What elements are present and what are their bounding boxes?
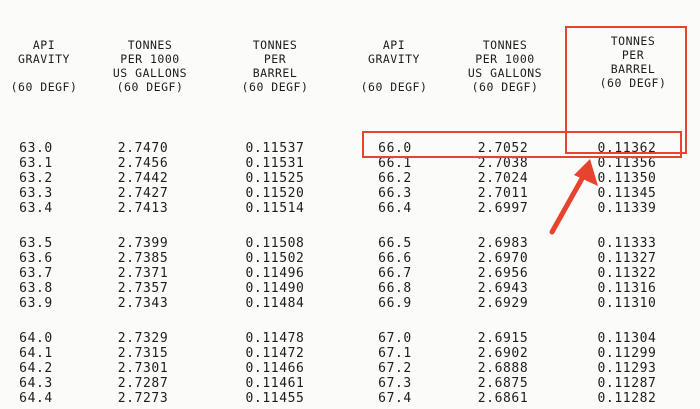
tonnes-per-1000-cell: 2.7357 bbox=[117, 281, 169, 296]
tonnes-per-1000-cell: 2.6902 bbox=[477, 346, 529, 361]
tonnes-per-1000-cell: 2.7273 bbox=[117, 391, 169, 406]
tonnes-per-1000-cell: 2.6997 bbox=[477, 201, 529, 216]
tonnes-per-1000-cell: 2.6970 bbox=[477, 251, 529, 266]
tonnes-per-barrel-cell: 0.11299 bbox=[597, 346, 657, 361]
tonnes-per-barrel-cell: 0.11496 bbox=[245, 266, 305, 281]
tonnes-per-1000-cell: 2.6875 bbox=[477, 376, 529, 391]
tonnes-per-1000-cell: 2.7038 bbox=[477, 156, 529, 171]
tonnes-per-barrel-cell: 0.11333 bbox=[597, 236, 657, 251]
tonnes-per-barrel-cell: 0.11472 bbox=[245, 346, 305, 361]
api-gravity-cell: 63.3 bbox=[19, 186, 53, 201]
api-gravity-cell: 63.6 bbox=[19, 251, 53, 266]
api-gravity-cell: 64.2 bbox=[19, 361, 53, 376]
tonnes-per-1000-cell: 2.7413 bbox=[117, 201, 169, 216]
tonnes-per-1000-cell: 2.7301 bbox=[117, 361, 169, 376]
tonnes-per-barrel-cell: 0.11339 bbox=[597, 201, 657, 216]
api-gravity-cell: 66.7 bbox=[378, 266, 412, 281]
header-tonnes-per-barrel-right: TONNES PER BARREL (60 DEGF) bbox=[599, 34, 667, 90]
api-gravity-cell: 66.3 bbox=[378, 186, 412, 201]
api-gravity-cell: 63.5 bbox=[19, 236, 53, 251]
tonnes-per-barrel-cell: 0.11287 bbox=[597, 376, 657, 391]
tonnes-per-1000-cell: 2.7385 bbox=[117, 251, 169, 266]
tonnes-per-1000-cell: 2.7011 bbox=[477, 186, 529, 201]
tonnes-per-barrel-cell: 0.11322 bbox=[597, 266, 657, 281]
tonnes-per-barrel-cell: 0.11282 bbox=[597, 391, 657, 406]
header-tonnes-per-barrel-left: TONNES PER BARREL (60 DEGF) bbox=[241, 38, 309, 94]
api-gravity-cell: 67.1 bbox=[378, 346, 412, 361]
tonnes-per-1000-cell: 2.7399 bbox=[117, 236, 169, 251]
tonnes-per-barrel-cell: 0.11461 bbox=[245, 376, 305, 391]
tonnes-per-1000-cell: 2.6888 bbox=[477, 361, 529, 376]
header-api-gravity-left: API GRAVITY (60 DEGF) bbox=[10, 38, 78, 94]
tonnes-per-barrel-cell: 0.11514 bbox=[245, 201, 305, 216]
api-gravity-cell: 66.2 bbox=[378, 171, 412, 186]
api-gravity-cell: 66.8 bbox=[378, 281, 412, 296]
tonnes-per-barrel-cell: 0.11525 bbox=[245, 171, 305, 186]
header-api-gravity-right: API GRAVITY (60 DEGF) bbox=[360, 38, 428, 94]
api-gravity-cell: 66.0 bbox=[378, 141, 412, 156]
api-gravity-cell: 66.1 bbox=[378, 156, 412, 171]
tonnes-per-1000-cell: 2.7371 bbox=[117, 266, 169, 281]
tonnes-per-barrel-cell: 0.11310 bbox=[597, 296, 657, 311]
api-gravity-cell: 67.2 bbox=[378, 361, 412, 376]
api-gravity-cell: 63.2 bbox=[19, 171, 53, 186]
api-gravity-cell: 63.9 bbox=[19, 296, 53, 311]
api-gravity-cell: 63.4 bbox=[19, 201, 53, 216]
api-gravity-cell: 66.6 bbox=[378, 251, 412, 266]
api-gravity-cell: 63.8 bbox=[19, 281, 53, 296]
tonnes-per-1000-cell: 2.7343 bbox=[117, 296, 169, 311]
tonnes-per-barrel-cell: 0.11293 bbox=[597, 361, 657, 376]
tonnes-per-1000-cell: 2.6861 bbox=[477, 391, 529, 406]
header-tonnes-per-1000-right: TONNES PER 1000 US GALLONS (60 DEGF) bbox=[467, 38, 543, 94]
tonnes-per-1000-cell: 2.7329 bbox=[117, 331, 169, 346]
api-gravity-cell: 66.4 bbox=[378, 201, 412, 216]
api-gravity-cell: 63.7 bbox=[19, 266, 53, 281]
tonnes-per-1000-cell: 2.7315 bbox=[117, 346, 169, 361]
api-gravity-cell: 67.3 bbox=[378, 376, 412, 391]
tonnes-per-1000-cell: 2.7456 bbox=[117, 156, 169, 171]
api-gravity-cell: 67.0 bbox=[378, 331, 412, 346]
tonnes-per-barrel-cell: 0.11316 bbox=[597, 281, 657, 296]
tonnes-per-1000-cell: 2.6915 bbox=[477, 331, 529, 346]
tonnes-per-barrel-cell: 0.11466 bbox=[245, 361, 305, 376]
tonnes-per-1000-cell: 2.6929 bbox=[477, 296, 529, 311]
api-gravity-cell: 63.0 bbox=[19, 141, 53, 156]
tonnes-per-barrel-cell: 0.11520 bbox=[245, 186, 305, 201]
tonnes-per-1000-cell: 2.7427 bbox=[117, 186, 169, 201]
tonnes-per-barrel-cell: 0.11490 bbox=[245, 281, 305, 296]
tonnes-per-barrel-cell: 0.11356 bbox=[597, 156, 657, 171]
api-gravity-cell: 64.1 bbox=[19, 346, 53, 361]
tonnes-per-barrel-cell: 0.11478 bbox=[245, 331, 305, 346]
tonnes-per-barrel-cell: 0.11484 bbox=[245, 296, 305, 311]
tonnes-per-1000-cell: 2.6983 bbox=[477, 236, 529, 251]
api-gravity-cell: 64.0 bbox=[19, 331, 53, 346]
tonnes-per-barrel-cell: 0.11531 bbox=[245, 156, 305, 171]
tonnes-per-1000-cell: 2.7024 bbox=[477, 171, 529, 186]
tonnes-per-barrel-cell: 0.11304 bbox=[597, 331, 657, 346]
tonnes-per-barrel-cell: 0.11508 bbox=[245, 236, 305, 251]
tonnes-per-barrel-cell: 0.11455 bbox=[245, 391, 305, 406]
header-tonnes-per-1000-left: TONNES PER 1000 US GALLONS (60 DEGF) bbox=[112, 38, 188, 94]
api-gravity-cell: 63.1 bbox=[19, 156, 53, 171]
api-gravity-cell: 64.4 bbox=[19, 391, 53, 406]
tonnes-per-1000-cell: 2.7052 bbox=[477, 141, 529, 156]
api-gravity-cell: 66.9 bbox=[378, 296, 412, 311]
tonnes-per-barrel-cell: 0.11345 bbox=[597, 186, 657, 201]
tonnes-per-barrel-cell: 0.11362 bbox=[597, 141, 657, 156]
tonnes-per-1000-cell: 2.7442 bbox=[117, 171, 169, 186]
tonnes-per-barrel-cell: 0.11537 bbox=[245, 141, 305, 156]
api-gravity-cell: 64.3 bbox=[19, 376, 53, 391]
tonnes-per-1000-cell: 2.7470 bbox=[117, 141, 169, 156]
tonnes-per-1000-cell: 2.6943 bbox=[477, 281, 529, 296]
api-gravity-cell: 67.4 bbox=[378, 391, 412, 406]
tonnes-per-1000-cell: 2.7287 bbox=[117, 376, 169, 391]
tonnes-per-1000-cell: 2.6956 bbox=[477, 266, 529, 281]
api-gravity-cell: 66.5 bbox=[378, 236, 412, 251]
tonnes-per-barrel-cell: 0.11327 bbox=[597, 251, 657, 266]
tonnes-per-barrel-cell: 0.11350 bbox=[597, 171, 657, 186]
tonnes-per-barrel-cell: 0.11502 bbox=[245, 251, 305, 266]
